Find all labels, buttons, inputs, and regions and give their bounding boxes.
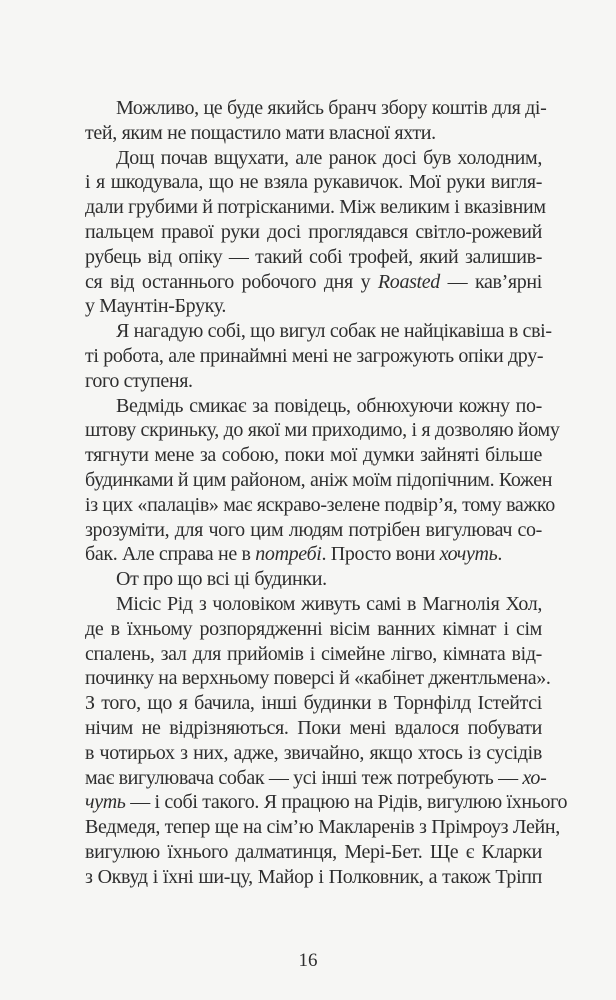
text-line <box>85 270 542 295</box>
text-line <box>85 493 555 518</box>
text-line <box>85 294 542 319</box>
italic-text: хочуть <box>439 543 498 566</box>
text-segment: . <box>497 543 502 566</box>
text-line <box>85 443 542 468</box>
text-line <box>85 617 542 642</box>
text-segment: ся від останнього робочого дня у <box>85 270 378 293</box>
text-segment: Я нагадую собі, що вигул собак не найцікавіша в сві- <box>116 320 552 343</box>
text-line <box>85 170 542 195</box>
text-segment: — і собі такого. Я працюю на Рідів, вигулюю їхнього <box>125 791 568 814</box>
text-line <box>85 691 542 716</box>
text-segment: Ведмедя, тепер ще на сім’ю Макларенів з Прімроуз Лейн, <box>85 816 560 839</box>
text-line <box>85 567 542 592</box>
text-line <box>85 121 542 146</box>
text-line <box>85 394 542 419</box>
body-text <box>85 96 568 890</box>
text-line <box>85 542 542 567</box>
text-line <box>85 220 542 245</box>
text-line <box>85 815 560 840</box>
text-segment: рубець від опіку — такий собі трофей, який залишив- <box>85 245 542 268</box>
text-line <box>85 518 542 543</box>
text-segment: має вигулювача собак — усі інші теж потребують — <box>85 766 523 789</box>
text-segment: тягнути мене за собою, поки мої думки зайняті більше <box>85 444 542 467</box>
italic-text: Roasted <box>377 270 440 293</box>
text-segment: Ведмідь смикає за повідець, обнюхуючи кожну по- <box>116 394 542 417</box>
text-line <box>85 592 542 617</box>
text-line <box>85 716 542 741</box>
text-segment: починку на верхньому поверсі й «кабінет джентльмена». <box>85 667 551 690</box>
text-segment: . Просто вони <box>321 543 440 566</box>
text-segment: штову скриньку, до якої ми приходимо, і я дозволяю йому <box>85 419 560 442</box>
text-segment: в чотирьох з них, адже, звичайно, якщо хтось із сусідів <box>85 741 542 764</box>
text-line <box>85 245 542 270</box>
text-line <box>85 865 542 890</box>
text-segment: з Оквуд і їхні ши-цу, Майор і Полковник, а також Тріпп <box>85 865 542 888</box>
text-segment: пальцем правої руки досі проглядався світло-рожевий <box>85 220 542 243</box>
text-segment: — кав’ярні <box>439 270 542 293</box>
text-line <box>85 418 560 443</box>
text-line <box>85 369 542 394</box>
text-segment: Місіс Рід з чоловіком живуть самі в Магнолія Хол, <box>116 592 542 615</box>
text-line <box>85 741 542 766</box>
text-line <box>85 790 568 815</box>
text-segment: З того, що я бачила, інші будинки в Торнфілд Істейтсі <box>85 692 542 715</box>
text-segment: бак. Але справа не в <box>85 543 256 566</box>
text-segment: Можливо, це буде якийсь бранч збору коштів для ді- <box>116 97 547 119</box>
text-line <box>85 766 547 791</box>
text-line <box>85 319 552 344</box>
text-segment: де в їхньому розпорядженні вісім ванних кімнат і сім <box>85 617 542 640</box>
text-line <box>85 840 542 865</box>
text-segment: гого ступеня. <box>85 369 193 392</box>
text-line <box>85 468 553 493</box>
text-line <box>85 195 546 220</box>
text-segment: дали грубими й потрісканими. Між великим і вказівним <box>85 196 546 219</box>
italic-text: хо- <box>522 766 547 789</box>
text-segment: От про що всі ці будинки. <box>116 568 327 591</box>
italic-text: чуть <box>85 791 126 814</box>
text-segment: будинками й цим районом, аніж моїм підопічним. Кожен <box>85 468 553 491</box>
text-segment: і я шкодувала, що не взяла рукавичок. Мої руки вигля- <box>85 171 542 194</box>
text-segment: зрозуміти, для чого цим людям потрібен вигулювач со- <box>85 518 542 541</box>
text-segment: із цих «палаців» має яскраво-зелене подвір’я, тому важко <box>85 493 555 516</box>
text-segment: нічим не відрізняються. Поки мені вдалося побувати <box>85 716 542 739</box>
text-segment: вигулюю їхнього далматинця, Мері-Бет. Ще є Кларки <box>85 840 542 863</box>
text-segment: спалень, зал для прийомів і сімейне лігво, кімната від- <box>85 642 542 665</box>
text-segment: ті робота, але принаймні мені не загрожують опіки дру- <box>85 344 544 367</box>
text-segment: Дощ почав вщухати, але ранок досі був холодним, <box>116 146 542 169</box>
italic-text: потребі <box>255 543 322 566</box>
text-line <box>85 642 542 667</box>
text-line <box>85 96 547 121</box>
text-line <box>85 146 542 171</box>
text-segment: тей, яким не пощастило мати власної яхти. <box>85 121 436 144</box>
text-line <box>85 344 542 369</box>
page-number: 16 <box>298 950 318 971</box>
text-line <box>85 666 551 691</box>
text-segment: у Маунтін-Бруку. <box>85 295 227 318</box>
